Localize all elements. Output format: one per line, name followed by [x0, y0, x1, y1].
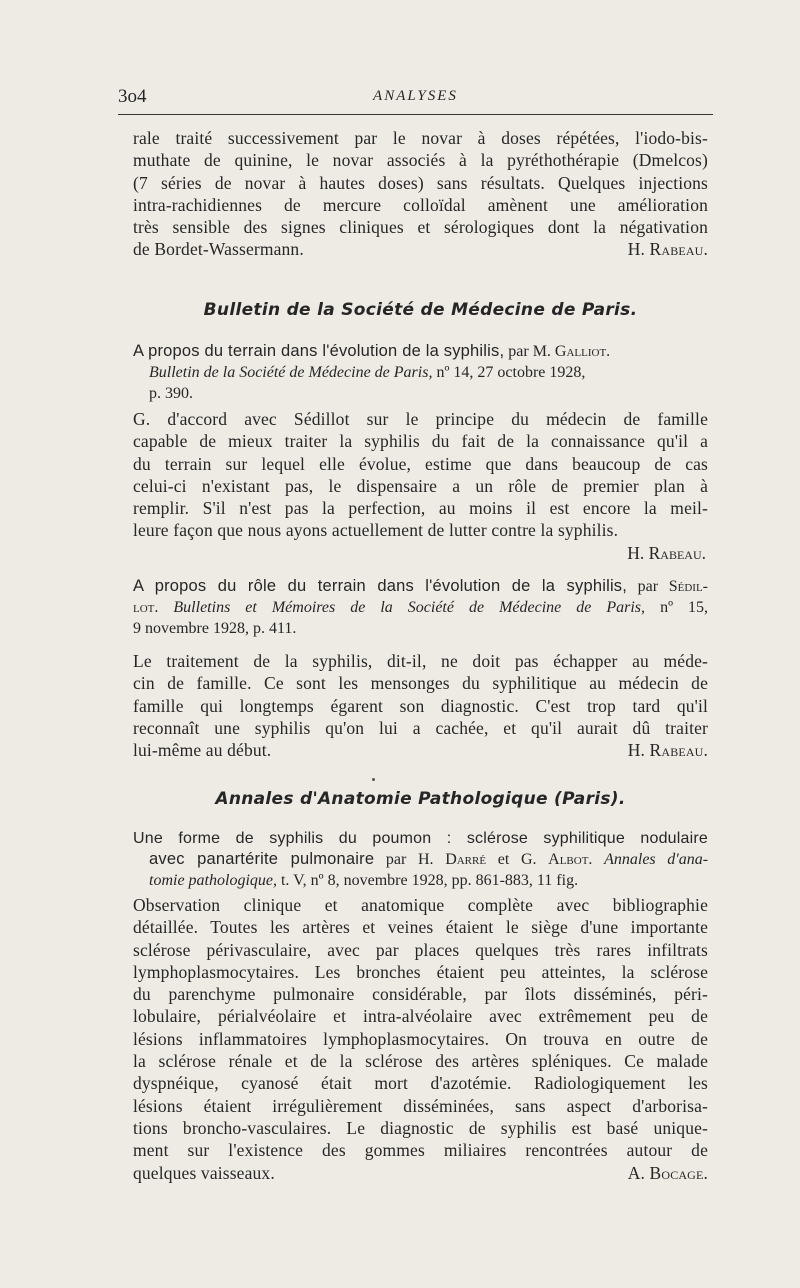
text-line: leure façon que nous ayons actuellement de lutter contre la syphilis.	[133, 520, 619, 541]
entry-title-continued: avec panartérite pulmonaire	[149, 850, 375, 868]
text-line: intra-rachidiennes de mercure colloïdal amènent une amélioration	[133, 194, 708, 215]
text-line: très sensible des signes cliniques et sérologiques dont la négativation	[133, 217, 708, 238]
text-line	[133, 238, 708, 260]
text-line: G. d'accord avec Sédillot sur le principe du médecin de famille	[133, 409, 708, 429]
abstract-body	[133, 408, 708, 564]
author-name: Galliot.	[554, 343, 611, 360]
text-line: tions broncho-vasculaires. Le diagnostic de syphilis est basé unique-	[133, 1117, 708, 1138]
abstract-entry	[133, 828, 708, 891]
text-line: la sclérose rénale et de la sclérose des artères spléniques. Ce malade	[133, 1051, 708, 1072]
author-name: Albot.	[548, 851, 593, 868]
abstract-entry	[133, 341, 708, 404]
author-signature: H. Rabeau.	[627, 542, 706, 563]
section-heading: Annales d'Anatomie Pathologique (Paris).	[215, 789, 626, 809]
text-line: Le traitement de la syphilis, dit-il, ne doit pas échapper au méde-	[133, 651, 708, 671]
text-line: capable de mieux traiter la syphilis du fait de la connaissance qu'il a	[133, 431, 708, 452]
running-title: ANALYSES	[373, 88, 458, 104]
author-name: Sédil-	[668, 578, 709, 595]
citation-page: p. 390.	[149, 385, 193, 402]
intro-paragraph	[133, 127, 708, 261]
entry-reference	[133, 576, 708, 597]
entry-title: A propos du rôle du terrain dans l'évolution de la syphilis,	[133, 577, 628, 595]
text-line: lésions étaient irrégulièrement disséminées, sans aspect d'arborisa-	[133, 1095, 708, 1116]
text-line: muthate de quinine, le novar associés à la pyréthothérapie (Dmelcos)	[133, 150, 708, 171]
citation-date: 9 novembre 1928, p. 411.	[133, 620, 297, 637]
abstract-body	[133, 650, 708, 761]
text-line: remplir. S'il n'est pas la perfection, au moins il est encore la meil-	[133, 498, 708, 519]
journal-name: Annales d'ana-	[604, 851, 709, 868]
text-line: Observation clinique et anatomique complète avec bibliographie	[133, 895, 708, 915]
text-line: dyspnéique, cyanosé était mort d'azotémie. Radiologiquement les	[133, 1073, 708, 1094]
author-signature: H. Rabeau.	[627, 740, 708, 761]
citation-details: nº 15,	[660, 599, 709, 616]
entry-reference	[133, 849, 708, 870]
citation-details: t. V, nº 8, novembre 1928, pp. 861-883, 11 fig.	[280, 872, 579, 889]
abstract-entry	[133, 576, 708, 639]
page-number: 3o4	[118, 86, 147, 107]
page-header	[118, 86, 713, 116]
text-line: détaillée. Toutes les artères et veines étaient le siège d'une importante	[133, 917, 708, 938]
header-rule	[118, 114, 713, 115]
author-signature: A. Bocage.	[627, 1162, 708, 1183]
text-line: rale traité successivement par le novar à doses répétées, l'iodo-bis-	[133, 128, 708, 148]
abstract-body	[133, 894, 708, 1184]
entry-citation	[133, 362, 708, 383]
entry-title: A propos du terrain dans l'évolution de la syphilis,	[133, 342, 505, 360]
entry-title: Une forme de syphilis du poumon : sclérose syphilitique nodulaire	[133, 830, 708, 847]
text-line: (7 séries de novar à hautes doses) sans résultats. Quelques injections	[133, 172, 708, 193]
author-prefix: par H.	[385, 851, 434, 868]
text-line: lymphoplasmocytaires. Les bronches étaient peu atteintes, la sclérose	[133, 961, 708, 982]
journal-name: Bulletin de la Société de Médecine de Paris,	[149, 364, 433, 381]
author-signature: H. Rabeau.	[627, 239, 708, 260]
author-join: et G.	[497, 851, 537, 868]
text-line	[133, 1162, 708, 1184]
journal-name: tomie pathologique,	[149, 872, 277, 889]
journal-name: Bulletins et Mémoires de la Société de Médecine de Paris,	[173, 599, 646, 616]
text-line	[133, 739, 708, 761]
section-heading: Bulletin de la Société de Médecine de Paris.	[203, 300, 638, 320]
text-line: du parenchyme pulmonaire considérable, par îlots disséminés, péri-	[133, 984, 708, 1005]
text-line: cin de famille. Ce sont les mensonges du syphilitique au médecin de	[133, 673, 708, 694]
separator-dot	[372, 778, 375, 781]
text-line: celui-ci n'existant pas, le dispensaire a un rôle de premier plan à	[133, 475, 708, 496]
text-line: lésions inflammatoires lymphoplasmocytaires. On trouva en outre de	[133, 1028, 708, 1049]
author-name: lot.	[133, 599, 159, 616]
text-line: lobulaire, périalvéolaire et intra-alvéolaire avec extrêmement peu de	[133, 1006, 708, 1027]
text-line-content: lui-même au début.	[133, 740, 272, 761]
citation-details: nº 14, 27 octobre 1928,	[436, 364, 586, 381]
text-line: du terrain sur lequel elle évolue, estime que dans beaucoup de cas	[133, 453, 708, 474]
text-line: ment sur l'existence des gommes miliaires rencontrées autour de	[133, 1140, 708, 1161]
entry-citation	[133, 870, 708, 891]
text-line: reconnaît une syphilis qu'on lui a cachée, et qu'il aurait dû traiter	[133, 717, 708, 738]
text-line-content: quelques vaisseaux.	[133, 1162, 275, 1183]
text-line: sclérose périvasculaire, avec par places quelques très rares infiltrats	[133, 939, 708, 960]
author-prefix: par	[637, 578, 659, 595]
author-prefix: par M.	[508, 343, 551, 360]
text-line-content: de Bordet-Wassermann.	[133, 239, 304, 260]
author-name: Darré	[445, 851, 487, 868]
entry-citation	[133, 597, 708, 618]
entry-reference	[133, 341, 708, 362]
text-line: famille qui longtemps égarent son diagnostic. C'est trop tard qu'il	[133, 695, 708, 716]
